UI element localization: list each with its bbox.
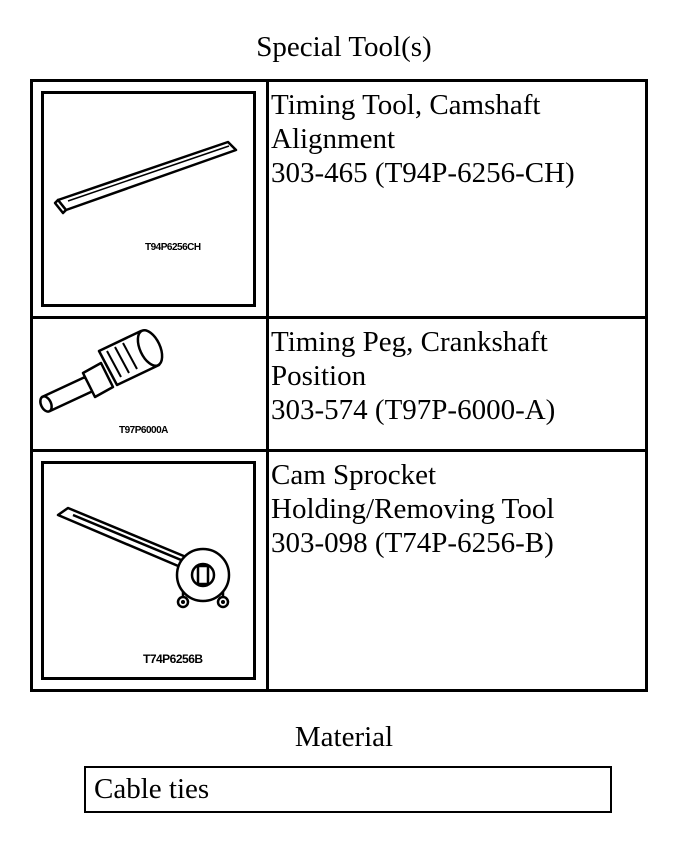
tool-description	[271, 458, 641, 560]
tool-description	[271, 325, 641, 427]
tool-number: 303-574 (T97P-6000-A)	[271, 394, 556, 426]
table-row	[33, 452, 645, 689]
tool-name-cont: Position	[271, 360, 367, 392]
part-code-label: T94P6256CH	[145, 242, 201, 253]
tool-description	[271, 88, 641, 190]
tool-image-cell	[33, 319, 269, 449]
special-tools-heading: Special Tool(s)	[256, 31, 432, 63]
tool-name: Cam Sprocket	[271, 459, 437, 491]
part-code-label: T97P6000A	[119, 425, 168, 436]
material-item: Cable ties	[94, 773, 210, 805]
tool-number: 303-465 (T94P-6256-CH)	[271, 157, 575, 189]
tool-name: Timing Peg, Crankshaft	[271, 326, 548, 358]
part-code-label: T74P6256B	[143, 652, 203, 666]
material-list	[84, 766, 612, 813]
tool-name: Timing Tool, Camshaft	[271, 89, 541, 121]
camshaft-alignment-tool-icon	[33, 82, 269, 319]
tool-name-cont: Alignment	[271, 123, 396, 155]
tool-number: 303-098 (T74P-6256-B)	[271, 527, 554, 559]
tool-name-cont: Holding/Removing Tool	[271, 493, 555, 525]
material-heading: Material	[294, 721, 394, 753]
table-row	[33, 319, 645, 452]
tool-image-cell	[33, 82, 269, 316]
table-row	[33, 82, 645, 319]
special-tools-table	[30, 79, 648, 692]
tool-image-cell	[33, 452, 269, 689]
